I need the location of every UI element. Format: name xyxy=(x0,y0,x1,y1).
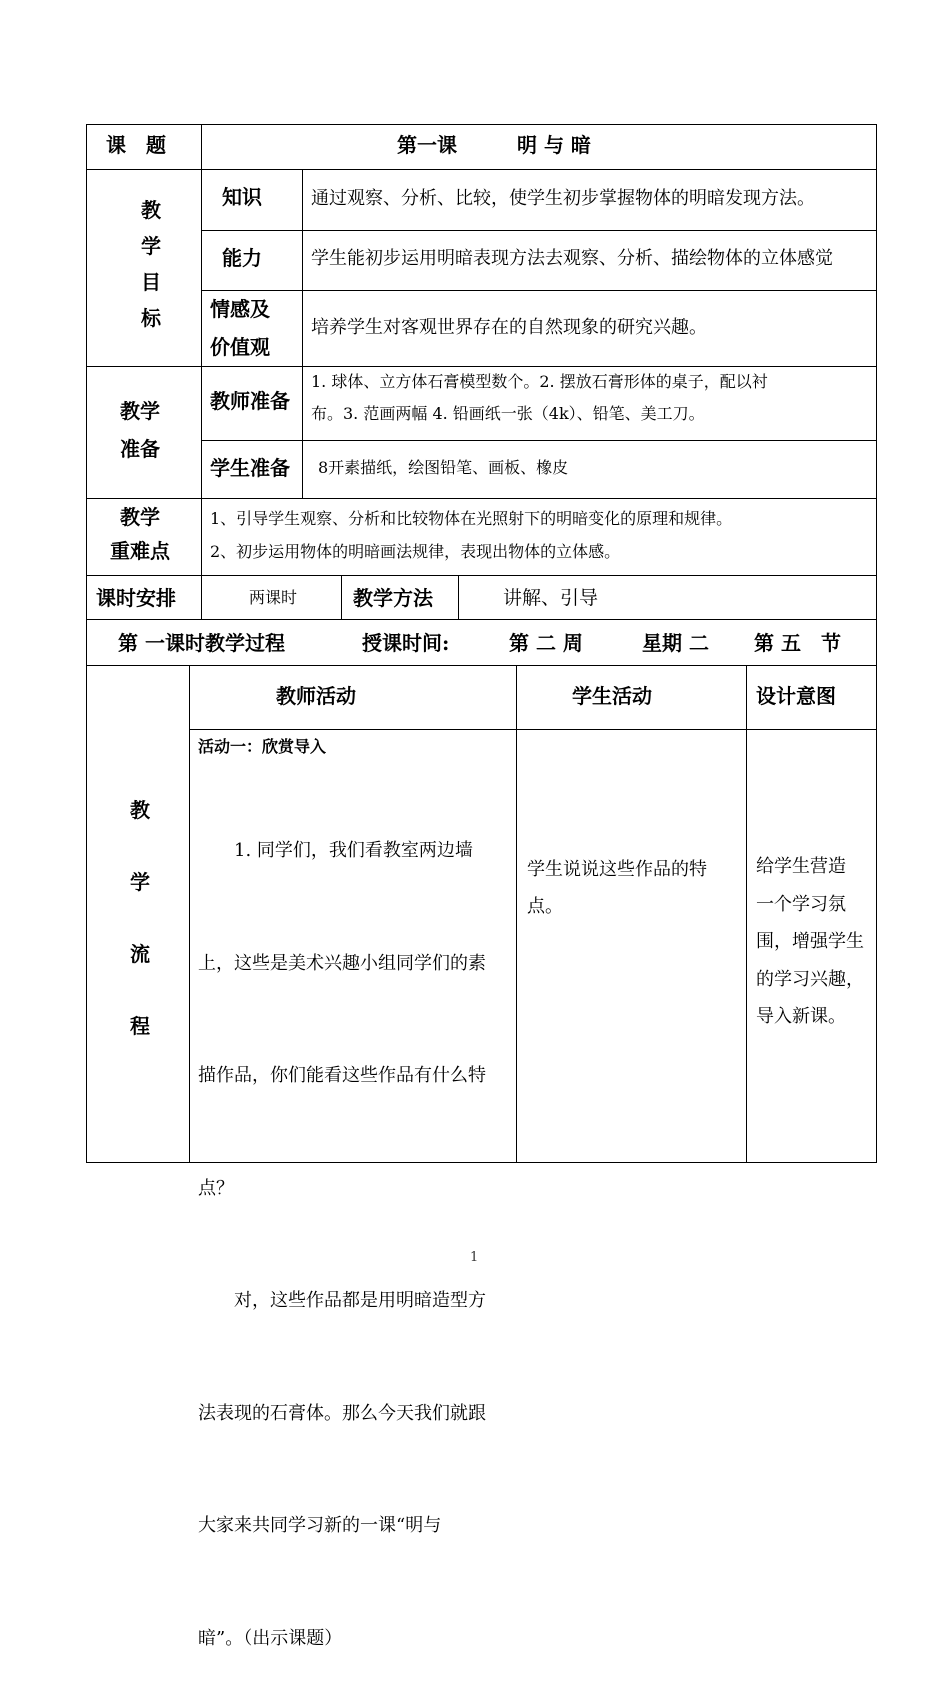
knowledge-label: 知识 xyxy=(222,185,262,209)
schedule-label: 课时安排 xyxy=(96,586,176,610)
page-number: 1 xyxy=(470,1250,479,1265)
activity-title: 活动一：欣赏导入 xyxy=(198,737,327,756)
objectives-label-char: 教 xyxy=(141,198,161,222)
knowledge-text: 通过观察、分析、比较，使学生初步掌握物体的明暗发现方法。 xyxy=(311,188,815,209)
flow-label-char: 程 xyxy=(130,1014,150,1038)
flow-label xyxy=(126,774,154,1062)
difficulty-label-line: 重难点 xyxy=(110,539,170,563)
flow-label-char: 流 xyxy=(130,942,150,966)
student-prep-text: 8开素描纸，绘图铅笔、画板、橡皮 xyxy=(318,458,569,477)
period: 第 五 节 xyxy=(754,631,841,655)
teacher-activity-line: 法表现的石膏体。那么今天我们就跟 xyxy=(198,1402,486,1424)
teacher-activity-line: 暗”。（出示课题） xyxy=(198,1627,343,1649)
student-activity-text xyxy=(527,851,707,925)
week: 第 二 周 xyxy=(509,631,583,655)
difficulty-text xyxy=(210,502,732,568)
objectives-label-char: 目 xyxy=(141,270,161,294)
design-intent-line: 导入新课。 xyxy=(756,1006,846,1027)
teacher-activity-line: 对，这些作品都是用明暗造型方 xyxy=(198,1290,486,1311)
difficulty-label xyxy=(100,500,180,568)
difficulty-line: 2、初步运用物体的明暗画法规律，表现出物体的立体感。 xyxy=(210,542,621,561)
design-intent-text xyxy=(756,848,864,1036)
design-intent-line: 给学生营造 xyxy=(756,856,846,877)
teacher-activity-line: 点？ xyxy=(198,1177,234,1199)
method-label: 教学方法 xyxy=(353,586,433,610)
student-prep-label: 学生准备 xyxy=(210,456,290,480)
col-design-intent: 设计意图 xyxy=(756,684,836,708)
col-student-activity: 学生活动 xyxy=(572,684,652,708)
teacher-activity-line: 上，这些是美术兴趣小组同学们的素 xyxy=(198,952,486,974)
teacher-activity-line: 描作品，你们能看这些作品有什么特 xyxy=(198,1065,486,1086)
difficulty-line: 1、引导学生观察、分析和比较物体在光照射下的明暗变化的原理和规律。 xyxy=(210,509,733,528)
preparation-label-line: 教学 xyxy=(120,399,160,423)
teacher-prep-text xyxy=(311,366,768,430)
teacher-activity-line: 1. 同学们，我们看教室两边墙 xyxy=(198,840,473,861)
ability-label: 能力 xyxy=(222,246,262,270)
process-title: 第 一课时教学过程 xyxy=(118,631,285,655)
difficulty-label-line: 教学 xyxy=(120,505,160,529)
emotion-label xyxy=(210,290,270,366)
subject-label: 课 题 xyxy=(106,133,166,157)
objectives-label-char: 标 xyxy=(141,306,161,330)
time-label: 授课时间: xyxy=(362,631,450,655)
objectives-label xyxy=(138,192,164,336)
teacher-activity-text xyxy=(198,757,486,1695)
teacher-prep-label: 教师准备 xyxy=(210,389,290,413)
schedule-value: 两课时 xyxy=(249,588,298,607)
teacher-prep-line: 1. 球体、立方体石膏模型数个。2. 摆放石膏形体的桌子，配以衬 xyxy=(311,372,768,391)
flow-label-char: 教 xyxy=(130,798,150,822)
emotion-label-line: 价值观 xyxy=(210,335,270,359)
emotion-text: 培养学生对客观世界存在的自然现象的研究兴趣。 xyxy=(311,317,707,338)
lesson-title: 第一课 明 与 暗 xyxy=(397,133,591,157)
objectives-label-char: 学 xyxy=(141,234,161,258)
teacher-prep-line: 布。3. 范画两幅 4. 铅画纸一张（4k）、铅笔、美工刀。 xyxy=(311,404,705,423)
method-value: 讲解、引导 xyxy=(503,587,599,609)
design-intent-line: 一个学习氛 xyxy=(756,893,846,915)
col-teacher-activity: 教师活动 xyxy=(276,684,356,708)
flow-label-char: 学 xyxy=(130,870,150,894)
design-intent-line: 的学习兴趣， xyxy=(756,968,864,990)
ability-text: 学生能初步运用明暗表现方法去观察、分析、描绘物体的立体感觉 xyxy=(311,248,833,269)
preparation-label xyxy=(100,392,180,468)
student-activity-line: 学生说说这些作品的特 xyxy=(527,859,707,880)
student-activity-line: 点。 xyxy=(527,896,563,917)
preparation-label-line: 准备 xyxy=(120,437,160,461)
design-intent-line: 围，增强学生 xyxy=(756,931,864,952)
emotion-label-line: 情感及 xyxy=(210,297,270,321)
weekday: 星期 二 xyxy=(642,631,709,655)
teacher-activity-line: 大家来共同学习新的一课“明与 xyxy=(198,1515,442,1536)
